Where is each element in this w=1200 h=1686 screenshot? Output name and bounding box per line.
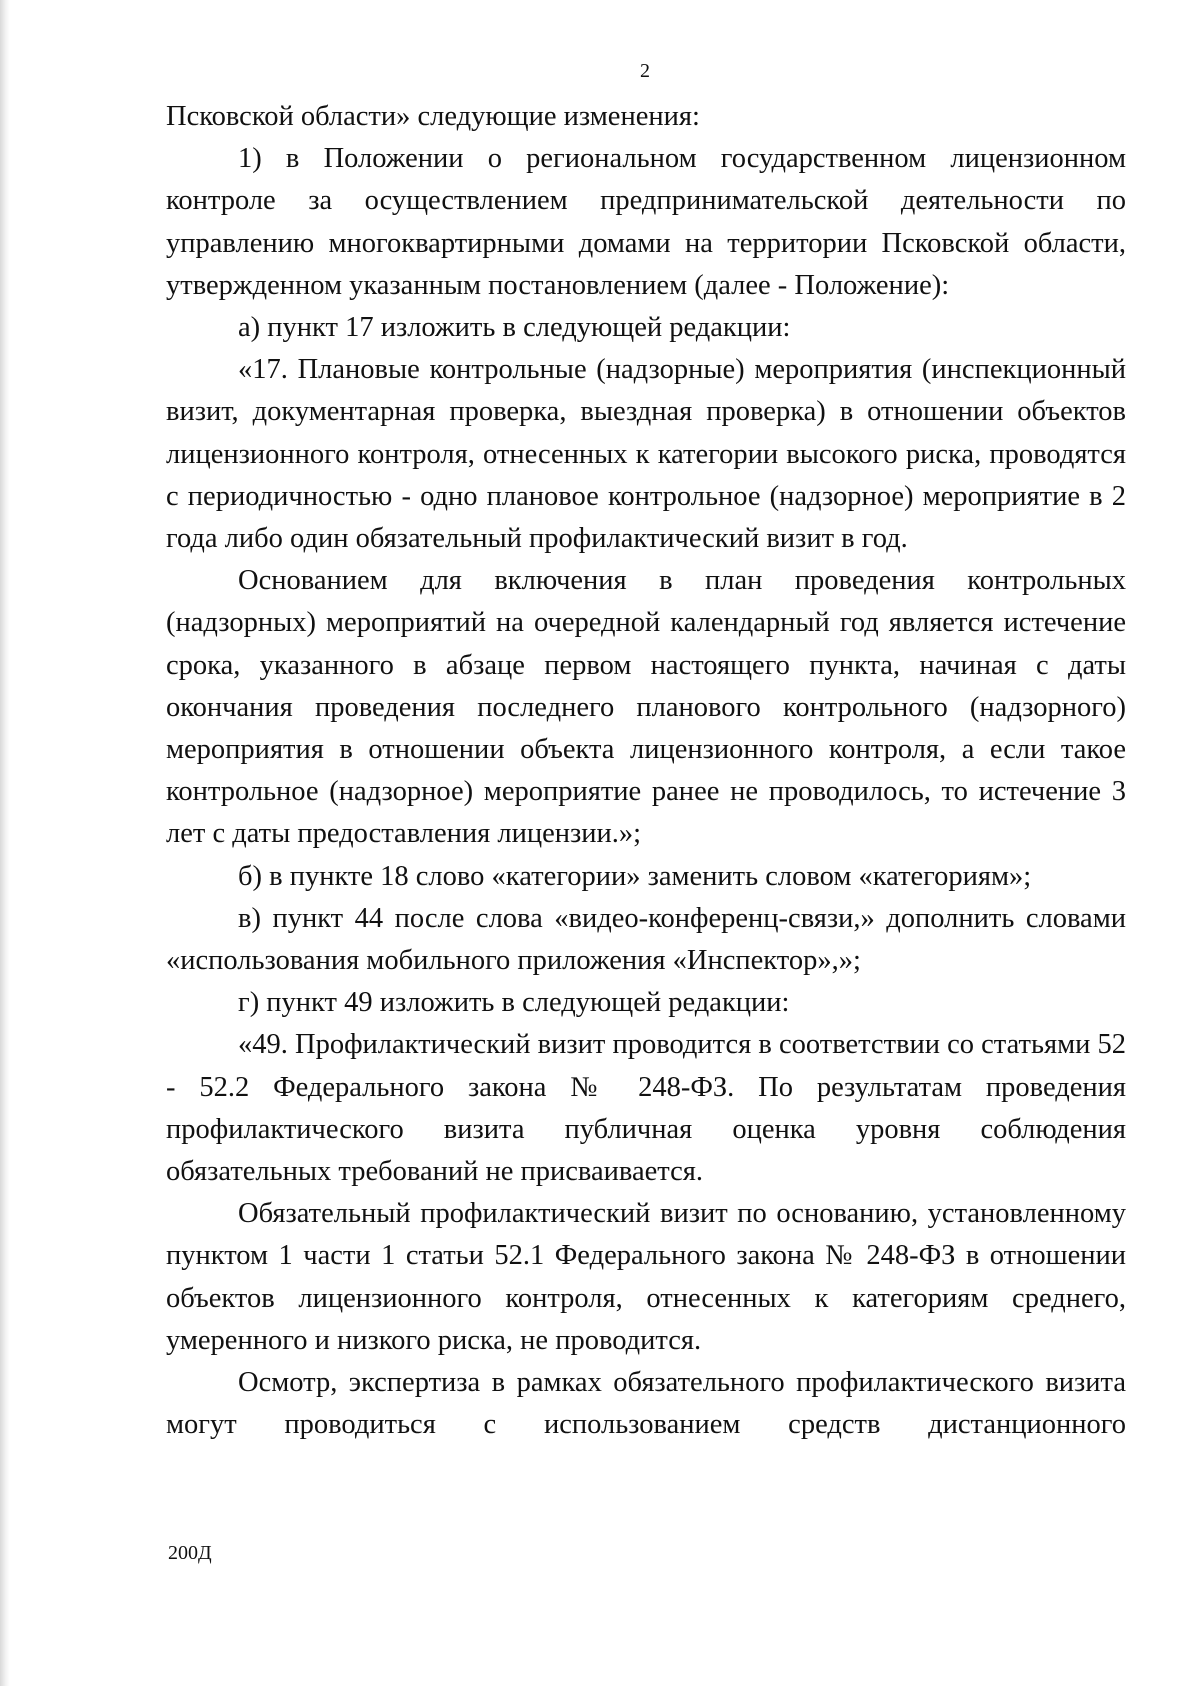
scan-edge [0,0,10,1686]
paragraph-3: а) пункт 17 изложить в следующей редакции: [238,312,791,344]
paragraph-8: г) пункт 49 изложить в следующей редакции: [238,987,790,1019]
paragraph-11: Осмотр, экспертиза в рамках обязательного профилактического визита могут проводиться с использованием средств дистанционного [166,1367,1126,1441]
paragraph-7: в) пункт 44 после слова «видео-конференц-связи,» дополнить словами «использования мобильного приложения «Инспектор»,»; [166,902,1126,977]
paragraph-1: Псковской области» следующие изменения: [166,101,700,132]
document-body [166,96,1126,1447]
footer-code: 200Д [168,1542,212,1564]
page-number: 2 [640,60,650,82]
paragraph-4: «17. Плановые контрольные (надзорные) мероприятия (инспекционный визит, документарная проверка, выездная проверка) в отношении объектов лицензионного контроля, отнесенных к категории высокого риска, проводятся с периодичностью - одно плановое контрольное (надзорное) мероприятие в 2 года либо один обязательный профилактический визит в год. [166,354,1126,555]
paragraph-6: б) в пункте 18 слово «категории» заменить словом «категориям»; [238,860,1032,892]
paragraph-5: Основанием для включения в план проведения контрольных (надзорных) мероприятий на очередной календарный год является истечение срока, указанного в абзаце первом настоящего пункта, начиная с даты окончания проведения последнего планового контрольного (надзорного) мероприятия в отношении объекта лицензионного контроля, а если такое контрольное (надзорное) мероприятие ранее не проводилось, то истечение 3 лет с даты предоставления лицензии.»; [166,565,1126,850]
paragraph-9: «49. Профилактический визит проводится в соответствии со статьями 52 - 52.2 Федерального закона № 248-ФЗ. По результатам проведения профилактического визита публичная оценка уровня соблюдения обязательных требований не присваивается. [166,1029,1126,1188]
paragraph-10: Обязательный профилактический визит по основанию, установленному пунктом 1 части 1 статьи 52.1 Федерального закона № 248-ФЗ в отношении объектов лицензионного контроля, отнесенных к категориям среднего, умеренного и низкого риска, не проводится. [166,1198,1126,1356]
paragraph-2: 1) в Положении о региональном государственном лицензионном контроле за осуществлением предпринимательской деятельности по управлению многоквартирными домами на территории Псковской области, утвержденном указанным постановлением (далее - Положение): [166,143,1126,301]
